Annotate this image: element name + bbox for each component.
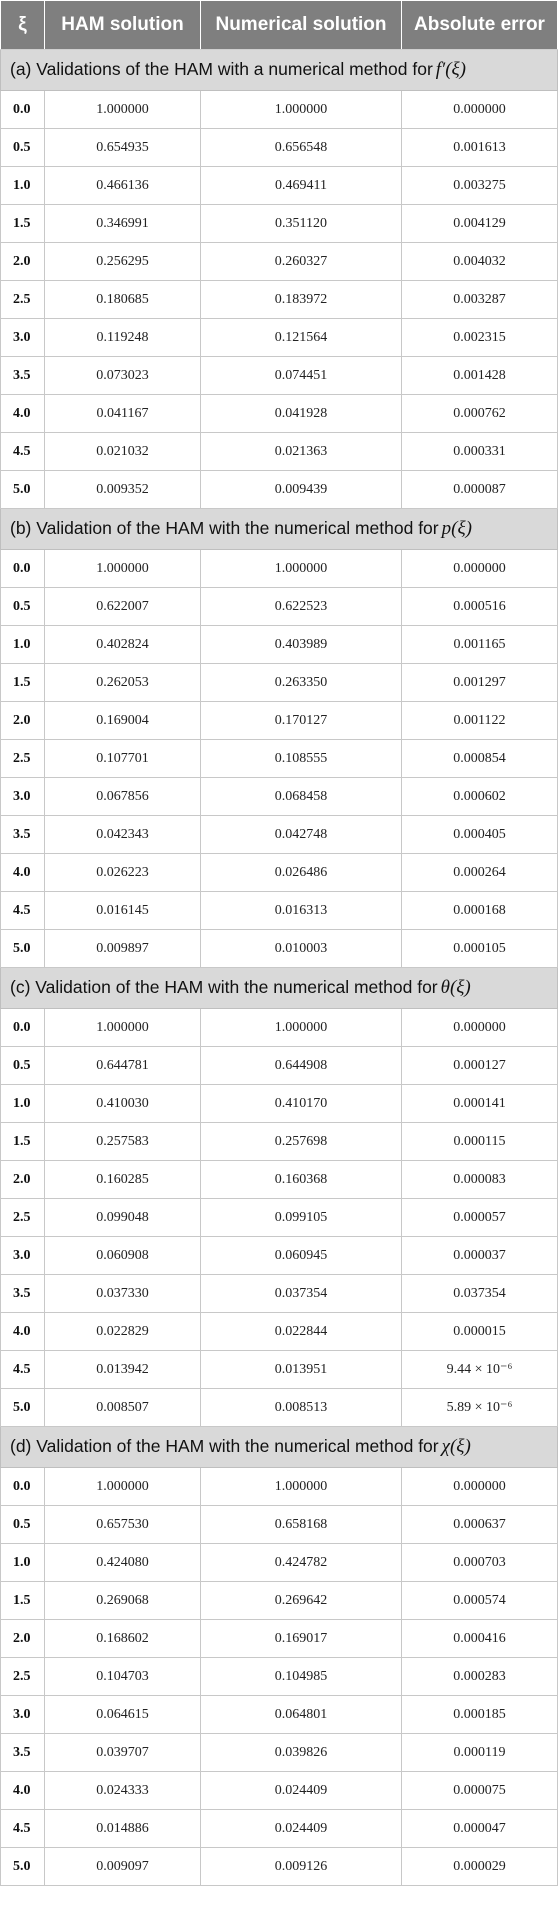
numerical-solution-cell: 1.000000 — [201, 1468, 402, 1506]
absolute-error-cell: 0.001165 — [402, 626, 558, 664]
section-header-row — [1, 1427, 558, 1468]
ham-solution-cell: 0.654935 — [45, 129, 201, 167]
xi-cell: 1.0 — [1, 167, 45, 205]
table-row — [1, 243, 558, 281]
xi-cell: 0.5 — [1, 129, 45, 167]
numerical-solution-cell: 0.074451 — [201, 357, 402, 395]
absolute-error-cell: 0.000000 — [402, 1009, 558, 1047]
table-row — [1, 1848, 558, 1886]
absolute-error-cell: 0.000416 — [402, 1620, 558, 1658]
absolute-error-cell: 0.000000 — [402, 1468, 558, 1506]
ham-solution-cell: 0.256295 — [45, 243, 201, 281]
absolute-error-cell: 0.000057 — [402, 1199, 558, 1237]
absolute-error-cell: 0.000127 — [402, 1047, 558, 1085]
ham-solution-cell: 1.000000 — [45, 1009, 201, 1047]
numerical-solution-cell: 0.008513 — [201, 1389, 402, 1427]
absolute-error-cell: 0.001613 — [402, 129, 558, 167]
table-row — [1, 588, 558, 626]
absolute-error-cell: 0.000000 — [402, 550, 558, 588]
xi-cell: 4.5 — [1, 1351, 45, 1389]
numerical-solution-cell: 0.099105 — [201, 1199, 402, 1237]
xi-cell: 1.5 — [1, 664, 45, 702]
table-row — [1, 395, 558, 433]
ham-solution-cell: 0.402824 — [45, 626, 201, 664]
numerical-solution-cell: 0.183972 — [201, 281, 402, 319]
table-row — [1, 1161, 558, 1199]
ham-solution-cell: 0.644781 — [45, 1047, 201, 1085]
xi-cell: 1.5 — [1, 1123, 45, 1161]
xi-cell: 4.0 — [1, 854, 45, 892]
section-title — [1, 509, 558, 550]
xi-cell: 3.0 — [1, 1696, 45, 1734]
ham-solution-cell: 0.026223 — [45, 854, 201, 892]
numerical-solution-cell: 0.656548 — [201, 129, 402, 167]
absolute-error-cell: 0.000283 — [402, 1658, 558, 1696]
section-title — [1, 1427, 558, 1468]
numerical-solution-cell: 0.469411 — [201, 167, 402, 205]
table-row — [1, 1696, 558, 1734]
header-absolute-error: Absolute error — [402, 1, 558, 50]
xi-cell: 2.0 — [1, 702, 45, 740]
xi-cell: 0.0 — [1, 1009, 45, 1047]
xi-cell: 5.0 — [1, 471, 45, 509]
numerical-solution-cell: 0.041928 — [201, 395, 402, 433]
numerical-solution-cell: 0.013951 — [201, 1351, 402, 1389]
xi-cell: 3.0 — [1, 1237, 45, 1275]
absolute-error-cell: 0.004129 — [402, 205, 558, 243]
ham-solution-cell: 0.622007 — [45, 588, 201, 626]
absolute-error-cell: 0.000029 — [402, 1848, 558, 1886]
table-row — [1, 1389, 558, 1427]
absolute-error-cell: 0.000331 — [402, 433, 558, 471]
ham-solution-cell: 0.064615 — [45, 1696, 201, 1734]
numerical-solution-cell: 0.108555 — [201, 740, 402, 778]
absolute-error-cell: 0.000602 — [402, 778, 558, 816]
ham-solution-cell: 0.024333 — [45, 1772, 201, 1810]
numerical-solution-cell: 0.016313 — [201, 892, 402, 930]
ham-solution-cell: 0.016145 — [45, 892, 201, 930]
numerical-solution-cell: 0.257698 — [201, 1123, 402, 1161]
table-row — [1, 357, 558, 395]
ham-solution-cell: 0.039707 — [45, 1734, 201, 1772]
absolute-error-cell: 0.000115 — [402, 1123, 558, 1161]
numerical-solution-cell: 0.064801 — [201, 1696, 402, 1734]
section-header-row — [1, 509, 558, 550]
ham-solution-cell: 0.009097 — [45, 1848, 201, 1886]
table-row — [1, 433, 558, 471]
ham-solution-cell: 0.180685 — [45, 281, 201, 319]
section-title — [1, 968, 558, 1009]
absolute-error-cell: 0.000405 — [402, 816, 558, 854]
numerical-solution-cell: 0.622523 — [201, 588, 402, 626]
ham-solution-cell: 0.410030 — [45, 1085, 201, 1123]
section-header-row — [1, 50, 558, 91]
table-row — [1, 626, 558, 664]
table-row — [1, 816, 558, 854]
section-function: χ(ξ) — [441, 1436, 471, 1457]
xi-cell: 0.0 — [1, 1468, 45, 1506]
absolute-error-cell: 0.000574 — [402, 1582, 558, 1620]
absolute-error-cell: 0.004032 — [402, 243, 558, 281]
absolute-error-cell: 0.037354 — [402, 1275, 558, 1313]
numerical-solution-cell: 0.351120 — [201, 205, 402, 243]
ham-solution-cell: 0.022829 — [45, 1313, 201, 1351]
section-title-text: (d) Validation of the HAM with the numerical method for — [10, 1436, 439, 1456]
absolute-error-cell: 0.000185 — [402, 1696, 558, 1734]
section-header-row — [1, 968, 558, 1009]
xi-cell: 1.5 — [1, 205, 45, 243]
header-xi: ξ — [1, 1, 45, 50]
xi-cell: 3.5 — [1, 357, 45, 395]
absolute-error-cell: 0.000168 — [402, 892, 558, 930]
xi-cell: 3.5 — [1, 1275, 45, 1313]
numerical-solution-cell: 0.403989 — [201, 626, 402, 664]
xi-cell: 4.0 — [1, 1313, 45, 1351]
table-row — [1, 1544, 558, 1582]
ham-solution-cell: 0.041167 — [45, 395, 201, 433]
xi-cell: 3.0 — [1, 778, 45, 816]
xi-cell: 2.5 — [1, 1199, 45, 1237]
xi-cell: 3.5 — [1, 816, 45, 854]
ham-solution-cell: 0.009352 — [45, 471, 201, 509]
numerical-solution-cell: 0.060945 — [201, 1237, 402, 1275]
table-row — [1, 1582, 558, 1620]
xi-cell: 0.0 — [1, 550, 45, 588]
numerical-solution-cell: 0.010003 — [201, 930, 402, 968]
table-row — [1, 91, 558, 129]
ham-solution-cell: 0.099048 — [45, 1199, 201, 1237]
ham-solution-cell: 0.009897 — [45, 930, 201, 968]
table-row — [1, 1620, 558, 1658]
numerical-solution-cell: 0.170127 — [201, 702, 402, 740]
numerical-solution-cell: 0.263350 — [201, 664, 402, 702]
ham-solution-cell: 0.014886 — [45, 1810, 201, 1848]
absolute-error-cell: 0.000854 — [402, 740, 558, 778]
ham-solution-cell: 0.037330 — [45, 1275, 201, 1313]
xi-cell: 5.0 — [1, 930, 45, 968]
numerical-solution-cell: 0.160368 — [201, 1161, 402, 1199]
table-row — [1, 702, 558, 740]
absolute-error-cell: 0.000264 — [402, 854, 558, 892]
xi-cell: 2.0 — [1, 1620, 45, 1658]
section-function: p(ξ) — [441, 518, 472, 539]
table-row — [1, 1772, 558, 1810]
table-row — [1, 1351, 558, 1389]
section-function: f′(ξ) — [435, 59, 467, 80]
ham-solution-cell: 0.160285 — [45, 1161, 201, 1199]
table-row — [1, 1275, 558, 1313]
xi-cell: 3.0 — [1, 319, 45, 357]
absolute-error-cell: 0.000119 — [402, 1734, 558, 1772]
section-title-text: (b) Validation of the HAM with the numerical method for — [10, 518, 439, 538]
xi-cell: 5.0 — [1, 1848, 45, 1886]
ham-solution-cell: 0.060908 — [45, 1237, 201, 1275]
absolute-error-cell: 0.000105 — [402, 930, 558, 968]
numerical-solution-cell: 0.024409 — [201, 1810, 402, 1848]
xi-cell: 2.5 — [1, 281, 45, 319]
absolute-error-cell: 0.001297 — [402, 664, 558, 702]
section-title-text: (c) Validation of the HAM with the numerical method for — [10, 977, 438, 997]
numerical-solution-cell: 0.644908 — [201, 1047, 402, 1085]
xi-cell: 1.0 — [1, 1085, 45, 1123]
absolute-error-cell: 0.001122 — [402, 702, 558, 740]
numerical-solution-cell: 0.024409 — [201, 1772, 402, 1810]
ham-solution-cell: 0.104703 — [45, 1658, 201, 1696]
table-row — [1, 1506, 558, 1544]
xi-cell: 2.0 — [1, 1161, 45, 1199]
absolute-error-cell: 0.001428 — [402, 357, 558, 395]
absolute-error-cell: 0.000047 — [402, 1810, 558, 1848]
numerical-solution-cell: 0.026486 — [201, 854, 402, 892]
numerical-solution-cell: 0.009126 — [201, 1848, 402, 1886]
ham-solution-cell: 0.107701 — [45, 740, 201, 778]
absolute-error-cell: 0.000516 — [402, 588, 558, 626]
xi-cell: 4.5 — [1, 433, 45, 471]
numerical-solution-cell: 0.410170 — [201, 1085, 402, 1123]
table-row — [1, 1047, 558, 1085]
section-title-text: (a) Validations of the HAM with a numerical method for — [10, 59, 433, 79]
absolute-error-cell: 0.000015 — [402, 1313, 558, 1351]
numerical-solution-cell: 0.022844 — [201, 1313, 402, 1351]
ham-solution-cell: 0.119248 — [45, 319, 201, 357]
table-row — [1, 778, 558, 816]
table-row — [1, 550, 558, 588]
xi-cell: 1.5 — [1, 1582, 45, 1620]
absolute-error-cell: 0.002315 — [402, 319, 558, 357]
table-row — [1, 471, 558, 509]
xi-cell: 0.5 — [1, 1047, 45, 1085]
numerical-solution-cell: 0.260327 — [201, 243, 402, 281]
table-body — [1, 50, 558, 1886]
ham-solution-cell: 0.168602 — [45, 1620, 201, 1658]
numerical-solution-cell: 0.169017 — [201, 1620, 402, 1658]
xi-cell: 2.0 — [1, 243, 45, 281]
table-row — [1, 1199, 558, 1237]
section-title — [1, 50, 558, 91]
absolute-error-cell: 0.003287 — [402, 281, 558, 319]
table-row — [1, 1313, 558, 1351]
absolute-error-cell: 0.000141 — [402, 1085, 558, 1123]
table-row — [1, 1658, 558, 1696]
table-row — [1, 1734, 558, 1772]
xi-cell: 4.0 — [1, 395, 45, 433]
numerical-solution-cell: 0.269642 — [201, 1582, 402, 1620]
table-row — [1, 1810, 558, 1848]
numerical-solution-cell: 1.000000 — [201, 91, 402, 129]
ham-solution-cell: 0.021032 — [45, 433, 201, 471]
absolute-error-cell: 0.000083 — [402, 1161, 558, 1199]
table-row — [1, 854, 558, 892]
ham-solution-cell: 0.262053 — [45, 664, 201, 702]
xi-cell: 4.5 — [1, 892, 45, 930]
absolute-error-cell: 0.000075 — [402, 1772, 558, 1810]
xi-cell: 1.0 — [1, 1544, 45, 1582]
table-row — [1, 664, 558, 702]
ham-solution-cell: 0.269068 — [45, 1582, 201, 1620]
table-row — [1, 281, 558, 319]
header-numerical-solution: Numerical solution — [201, 1, 402, 50]
numerical-solution-cell: 0.658168 — [201, 1506, 402, 1544]
table-row — [1, 129, 558, 167]
numerical-solution-cell: 0.042748 — [201, 816, 402, 854]
absolute-error-cell: 5.89 × 10⁻⁶ — [402, 1389, 558, 1427]
table-row — [1, 1468, 558, 1506]
xi-cell: 0.0 — [1, 91, 45, 129]
ham-solution-cell: 0.067856 — [45, 778, 201, 816]
numerical-solution-cell: 0.021363 — [201, 433, 402, 471]
table-row — [1, 1123, 558, 1161]
table-row — [1, 1237, 558, 1275]
ham-solution-cell: 0.424080 — [45, 1544, 201, 1582]
header-row — [1, 1, 558, 50]
absolute-error-cell: 0.000762 — [402, 395, 558, 433]
numerical-solution-cell: 0.039826 — [201, 1734, 402, 1772]
numerical-solution-cell: 1.000000 — [201, 1009, 402, 1047]
absolute-error-cell: 0.000037 — [402, 1237, 558, 1275]
table-row — [1, 930, 558, 968]
xi-cell: 0.5 — [1, 588, 45, 626]
numerical-solution-cell: 0.068458 — [201, 778, 402, 816]
ham-solution-cell: 0.073023 — [45, 357, 201, 395]
xi-cell: 4.5 — [1, 1810, 45, 1848]
absolute-error-cell: 0.000087 — [402, 471, 558, 509]
table-header — [1, 1, 558, 50]
xi-cell: 0.5 — [1, 1506, 45, 1544]
table-row — [1, 205, 558, 243]
numerical-solution-cell: 0.104985 — [201, 1658, 402, 1696]
ham-solution-cell: 0.169004 — [45, 702, 201, 740]
ham-solution-cell: 0.466136 — [45, 167, 201, 205]
ham-solution-cell: 0.008507 — [45, 1389, 201, 1427]
numerical-solution-cell: 0.037354 — [201, 1275, 402, 1313]
header-ham-solution: HAM solution — [45, 1, 201, 50]
table-row — [1, 1085, 558, 1123]
numerical-solution-cell: 0.009439 — [201, 471, 402, 509]
ham-solution-cell: 0.013942 — [45, 1351, 201, 1389]
absolute-error-cell: 0.003275 — [402, 167, 558, 205]
absolute-error-cell: 0.000637 — [402, 1506, 558, 1544]
ham-solution-cell: 0.346991 — [45, 205, 201, 243]
xi-cell: 4.0 — [1, 1772, 45, 1810]
xi-cell: 1.0 — [1, 626, 45, 664]
ham-solution-cell: 0.042343 — [45, 816, 201, 854]
numerical-solution-cell: 1.000000 — [201, 550, 402, 588]
xi-cell: 5.0 — [1, 1389, 45, 1427]
xi-cell: 3.5 — [1, 1734, 45, 1772]
ham-solution-cell: 1.000000 — [45, 550, 201, 588]
numerical-solution-cell: 0.121564 — [201, 319, 402, 357]
numerical-solution-cell: 0.424782 — [201, 1544, 402, 1582]
ham-solution-cell: 0.657530 — [45, 1506, 201, 1544]
table-row — [1, 319, 558, 357]
ham-solution-cell: 1.000000 — [45, 1468, 201, 1506]
absolute-error-cell: 0.000000 — [402, 91, 558, 129]
ham-solution-cell: 1.000000 — [45, 91, 201, 129]
table-row — [1, 1009, 558, 1047]
xi-cell: 2.5 — [1, 1658, 45, 1696]
table-row — [1, 892, 558, 930]
xi-cell: 2.5 — [1, 740, 45, 778]
absolute-error-cell: 9.44 × 10⁻⁶ — [402, 1351, 558, 1389]
absolute-error-cell: 0.000703 — [402, 1544, 558, 1582]
section-function: θ(ξ) — [440, 977, 471, 998]
table-row — [1, 740, 558, 778]
ham-solution-cell: 0.257583 — [45, 1123, 201, 1161]
table-row — [1, 167, 558, 205]
